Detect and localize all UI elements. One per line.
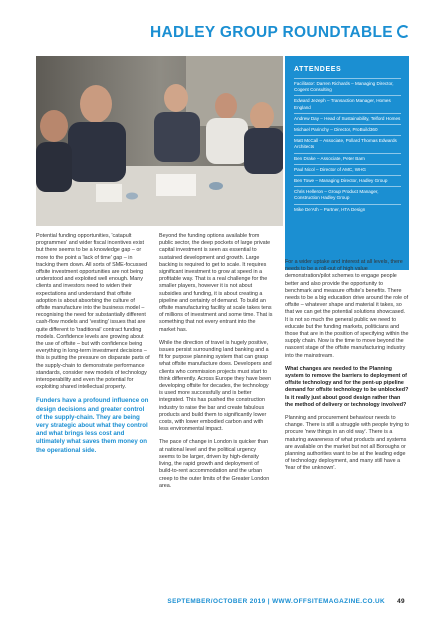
attendee-item: Paul Nicol – Director of AMC, WHG <box>294 164 401 175</box>
interview-question: What changes are needed to the Planning system to remove the barriers to deployment of offsite technology and for the pent-up pipeline demand for offsite technology to be unblocked? Is it really just about good design rather than the method of delivery or technology involved? <box>285 365 409 408</box>
attendee-item: Chris Helleron – Group Product Manager, Construction Hadley Group <box>294 186 401 203</box>
attendee-item: Mike De'Ath – Partner, HTA Design <box>294 204 401 215</box>
attendee-item: Ben Drake – Associate, Peter Barn <box>294 153 401 164</box>
page-number: 49 <box>397 598 405 605</box>
article-column-2 <box>159 233 273 496</box>
page-header <box>150 24 405 42</box>
article-column-3 <box>285 259 409 479</box>
header-title: HADLEY GROUP ROUNDTABLE <box>150 24 393 41</box>
attendee-item: Matt McCall – Associate, Pollard Thomas Edwards Architects <box>294 135 401 152</box>
pull-quote: Funders have a profound influence on design decisions and greater control of the supply-chain. They are being very strategic about what they control and what brings less cost and ultimately what saves them money on the operational side. <box>36 397 149 454</box>
attendees-title: ATTENDEES <box>294 66 342 73</box>
article-paragraph: Beyond the funding options available from public sector, the deep pockets of large private capital investment is seen as essential to sustained development and growth. Large backing is required to get to scale. It requires significant investment to grow at speed in a profitable way. That is a real challenge for the smaller players, however it is not about subsidies and funding, it is about creating a pipeline and certainty of demand. To build an offsite manufacturing facility at scale takes tens of millions of investment and some time. That is something that not every entrant into the market has. <box>159 233 273 333</box>
article-paragraph: While the direction of travel is hugely positive, issues persist surrounding land banking and a fit for purpose planning system that can grasp what offsite manufacture does. Developers and clients who commission projects must start to think differently. Across Europe they have been developing offsite for decades, the technology is used more successfully and is better integrated. This has pushed the construction industry to raise the bar and create fabulous products and build them to significantly lower costs, with lower embodied carbon and with less environmental impact. <box>159 339 272 433</box>
article-paragraph: For a wider uptake and interest at all levels, there needs to be a roll-out of high value demonstration/pilot schemes to engage people better and also provide the opportunity to benchmark and measure offsite's benefits. There needs to be a big education drive around the role of offsite – whatever shape and material it takes, so that we can get the potential solutions showcased. It is not so much the general public we need to educate but the funding markets, politicians and those that are in the position of specifying within the supply chain. Now is the time to move beyond the nascent stage of the offsite manufacturing industry into the mainstream. <box>285 259 409 359</box>
page-footer <box>150 598 405 605</box>
attendee-item: Andrew Day – Head of Sustainability, Telford Homes <box>294 113 401 124</box>
attendee-item: Edward Jezeph – Transaction Manager, Homes England <box>294 95 401 112</box>
attendee-item: Facilitator: Darren Richards – Managing Director, Cogent Consulting <box>294 78 401 95</box>
brand-ring-icon <box>397 25 410 38</box>
footer-issue: SEPTEMBER/OCTOBER 2019 | WWW.OFFSITEMAGAZINE.CO.UK <box>167 598 386 605</box>
attendees-panel <box>285 56 409 270</box>
attendee-item: Ben Towe – Managing Director, Hadley Group <box>294 175 401 186</box>
article-paragraph: Potential funding opportunities, 'catapult programmes' and wider fiscal incentives exist but there seems to be a knowledge gap – or more to the point a 'lack of time' gap – in tracking them down. All sorts of SME-focussed offsite investment opportunities are not being understood and exploited well enough. Many clients and investors need to widen their expectations and understand that offsite adoption is about absorbing the culture of offsite manufacture into the business model – recognising the need for substantially different cash-flow models and 'vesting' issues that are quite different to 'traditional' contract funding models. Confidence levels are growing about the use of offsite – but with confidence being everything in long-term investment decisions – this is putting the pressure on disparate parts of the supply-chain to demonstrate performance standards, consider new models of technology interoperability and even the potential for exploiting shared intellectual property. <box>36 233 150 391</box>
article-column-1 <box>36 233 150 461</box>
attendee-item: Michael Parinchy – Director, ProBuild360 <box>294 124 401 135</box>
article-paragraph: The pace of change in London is quicker than at national level and the political urgency seems to be larger, driven by high-density living, the rapid growth and deployment of build-to-rent accommodation and the urban creep to the outer limits of the Greater London area. <box>159 439 270 489</box>
article-paragraph: Planning and procurement behaviour needs to change. There is still a struggle with people trying to procure 'new things in an old way'. There is a maturing awareness of what products and systems are available on the market but not all Boroughs or planning authorities want to be at the leading edge of technology deployment, and many still have a 'fear of the unknown'. <box>285 415 409 472</box>
roundtable-photo <box>36 56 283 226</box>
